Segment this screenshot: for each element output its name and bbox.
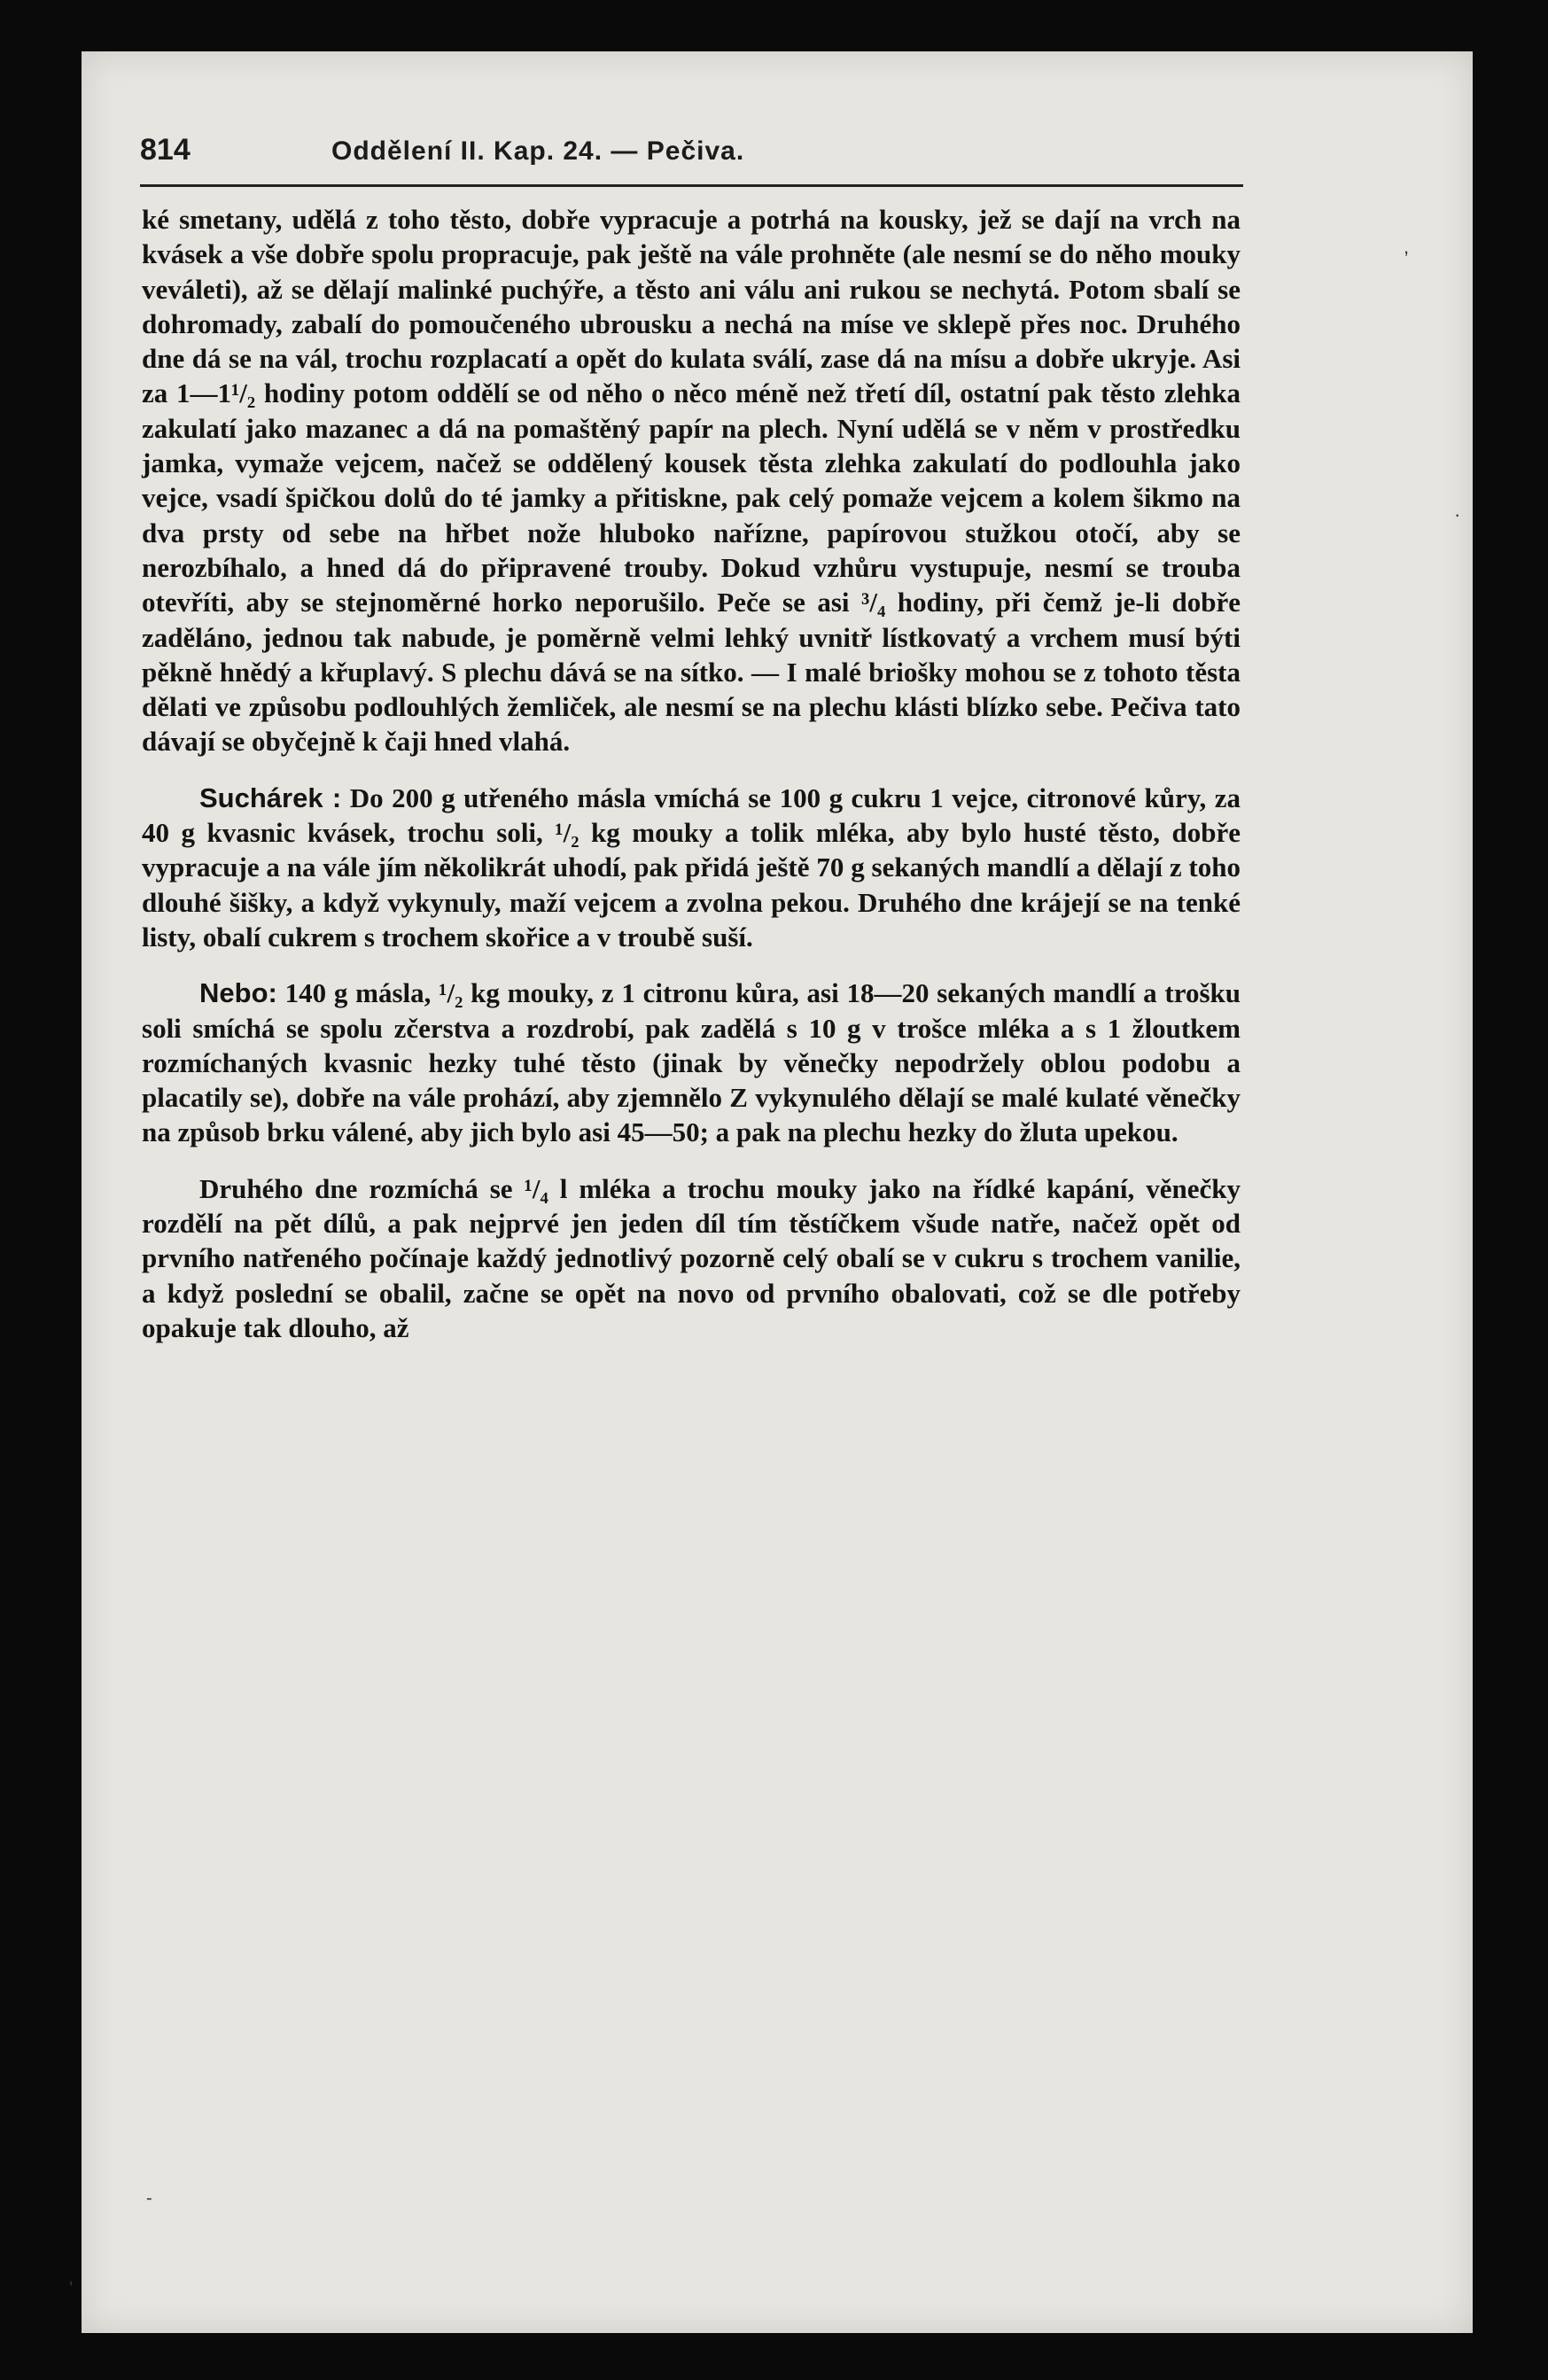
paragraph-text: Druhého dne rozmíchá se ¹/₄ l mléka a trochu mouky jako na řídké kapání, věnečky rozdělí na pět dílů, a pak nejprvé jen jeden díl tím těstíčkem všude natře, načež opět od prvního natřeného počínaje každý jednotlivý pozorně celý obalí se v cukru s trochem vanilie, a když poslední se obalil, začne se opět na novo od prvního obalovati, což se dle potřeby opakuje tak dlouho, až	[142, 1172, 1241, 1343]
scan-speck: '	[69, 2277, 74, 2299]
recipe-title: Suchárek :	[199, 782, 342, 813]
paragraph-sucharek	[142, 781, 1241, 954]
page-header	[140, 133, 1239, 186]
recipe-variant-label: Nebo:	[199, 977, 277, 1009]
body-text	[142, 202, 1241, 1345]
paragraph-text: Do 200 g utřeného másla vmíchá se 100 g cukru 1 vejce, citronové kůry, za 40 g kvasnic kvásek, trochu soli, ¹/₂ kg mouky a tolik mléka, aby bylo husté těsto, dobře vypracuje a na vále jím několikrát uhodí, pak přidá ještě 70 g sekaných mandlí a dělají z toho dlouhé šišky, a když vykynuly, maží vejcem a zvolna pekou. Druhého dne krájejí se na tenké listy, obalí cukrem s trochem skořice a v troubě suší.	[142, 782, 1241, 953]
paragraph-text: 140 g másla, ¹/₂ kg mouky, z 1 citronu kůra, asi 18—20 sekaných mandlí a trošku soli smíchá se spolu zčerstva a rozdrobí, pak zadělá s 10 g v trošce mléka a s 1 žloutkem rozmíchaných kvasnic hezky tuhé těsto (jinak by věnečky nepodržely oblou podobu a placatily se), dobře na vále prohází, aby zjemnělo Z vykynulého dělají se malé kulaté věnečky na způsob brku válené, aby jich bylo asi 45—50; a pak na plechu hezky do žluta upekou.	[142, 977, 1241, 1148]
scan-speck: -	[146, 2189, 152, 2208]
paragraph-nebo	[142, 976, 1241, 1149]
scan-speck: ·	[1454, 503, 1461, 525]
paragraph-continuation	[142, 202, 1241, 759]
paragraph-text: ké smetany, udělá z toho těsto, dobře vypracuje a potrhá na kousky, jež se dají na vrch na kvásek a vše dobře spolu propracuje, pak ještě na vále prohněte (ale nesmí se do něho mouky veváleti), až se dělají malinké puchýře, a těsto ani válu ani rukou se nechytá. Potom sbalí se dohromady, zabalí do pomoučeného ubrousku a nechá na míse ve sklepě přes noc. Druhého dne dá se na vál, trochu rozplacatí a opět do kulata sválí, zase dá na mísu a dobře ukryje. Asi za 1—1¹/₂ hodiny potom oddělí se od něho o něco méně než třetí díl, ostatní pak těsto zlehka zakulatí jako mazanec a dá na pomaštěný papír na plech. Nyní udělá se v něm v prostředku jamka, vymaže vejcem, načež se oddělený kousek těsta zlehka zakulatí do podlouhla jako vejce, vsadí špičkou dolů do té jamky a přitiskne, pak celý pomaže vejcem a kolem šikmo na dva prsty od sebe na hřbet nože hluboko nařízne, papírovou stužkou otočí, aby se nerozbíhalo, a hned dá do připravené trouby. Dokud vzhůru vystupuje, nesmí se trouba otevříti, aby se stejnoměrné horko neporušilo. Peče se asi ³/₄ hodiny, při čemž je-li dobře zaděláno, jednou tak nabude, je poměrně velmi lehký uvnitř lístkovatý a vrchem musí býti pěkně hnědý a křuplavý. S plechu dává se na sítko. — I malé briošky mohou se z tohoto těsta dělati ve způsobu podlouhlých žemliček, ale nesmí se na plechu klásti blízko sebe. Pečiva tato dávají se obyčejně k čaji hned vlahá.	[142, 204, 1241, 758]
page-number: 814	[140, 133, 191, 167]
running-head: Oddělení II. Kap. 24. — Pečiva.	[331, 136, 745, 166]
paragraph-druheho-dne	[142, 1171, 1241, 1345]
scan-speck: ,	[1404, 236, 1410, 258]
header-rule	[140, 184, 1243, 187]
